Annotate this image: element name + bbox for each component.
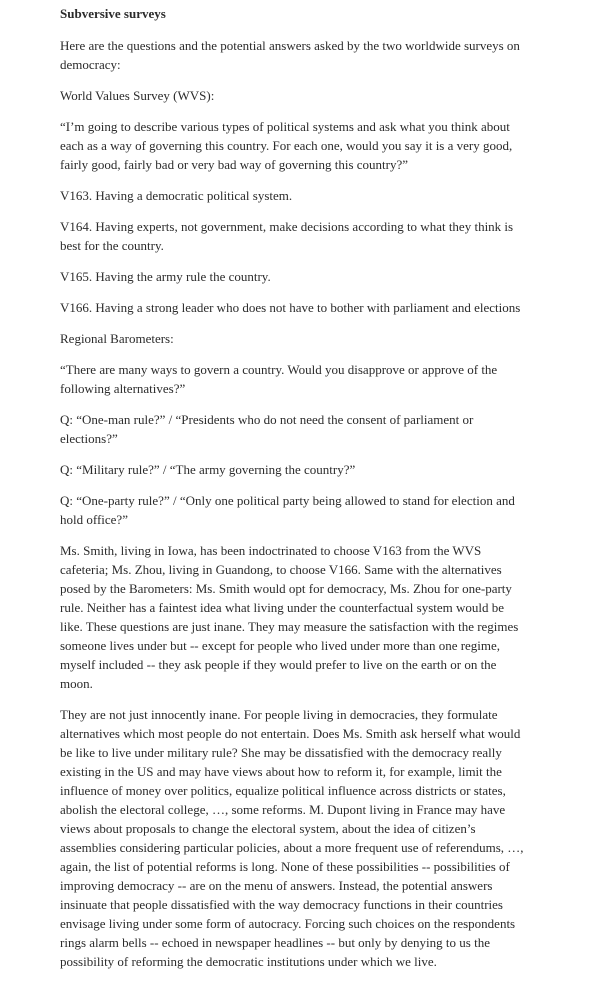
barometers-question: “There are many ways to govern a country. Would you disapprove or approve of the following alternatives?” — [60, 362, 498, 396]
wvs-question: “I’m going to describe various types of political systems and ask what you think about each as a way of governing this country. For each one, would you say it is a very good, fairly good, fairly bad or very bad way of governing this country?” — [60, 119, 513, 172]
wvs-item-v163: V163. Having a democratic political system. — [60, 188, 293, 203]
barometers-heading: Regional Barometers: — [60, 331, 174, 346]
barometers-q-one-man: Q: “One-man rule?” / “Presidents who do not need the consent of parliament or elections?” — [60, 412, 474, 446]
wvs-item-v166: V166. Having a strong leader who does not have to bother with parliament and elections — [60, 300, 521, 315]
wvs-item-v165: V165. Having the army rule the country. — [60, 269, 271, 284]
body-paragraph: Ms. Smith, living in Iowa, has been indoctrinated to choose V163 from the WVS cafeteria; Ms. Zhou, living in Guandong, to choose V166. Same with the alternatives posed by the Barometers: Ms. Smith would opt for democracy, Ms. Zhou for one-party rule. Neither has a faintest idea what living under the counterfactual system would be like. These questions are just inane. They may measure the satisfaction with the regimes someone lives under but -- except for people who lived under more than one regime, myself included -- they ask people if they would prefer to live on the earth or on the moon. — [60, 543, 519, 691]
intro-paragraph: Here are the questions and the potential answers asked by the two worldwide surveys on democracy: — [60, 38, 520, 72]
wvs-heading: World Values Survey (WVS): — [60, 88, 215, 103]
article — [60, 0, 526, 971]
barometers-q-one-party: Q: “One-party rule?” / “Only one political party being allowed to stand for election and hold office?” — [60, 493, 515, 527]
wvs-item-v164: V164. Having experts, not government, make decisions according to what they think is best for the country. — [60, 219, 514, 253]
barometers-q-military: Q: “Military rule?” / “The army governing the country?” — [60, 462, 356, 477]
article-title: Subversive surveys — [60, 6, 166, 21]
body-paragraph: They are not just innocently inane. For people living in democracies, they formulate alternatives which most people do not entertain. Does Ms. Smith ask herself what would be like to live under military rule? She may be dissatisfied with the democracy really existing in the US and may have views about how to reform it, for example, limit the influence of money over politics, equalize political influence across districts or states, abolish the electoral college, …, some reforms. M. Dupont living in France may have views about proposals to change the electoral system, about the idea of citizen’s assemblies considering particular policies, about a more frequent use of referendums, …, again, the list of potential reforms is long. None of these possibilities -- possibilities of improving democracy -- are on the menu of answers. Instead, the potential answers insinuate that people dissatisfied with the way democracy functions in their countries envisage living under some form of autocracy. Forcing such choices on the respondents rings alarm bells -- echoed in newspaper headlines -- but only by denying to us the possibility of reforming the democratic institutions under which we live. — [60, 707, 524, 969]
